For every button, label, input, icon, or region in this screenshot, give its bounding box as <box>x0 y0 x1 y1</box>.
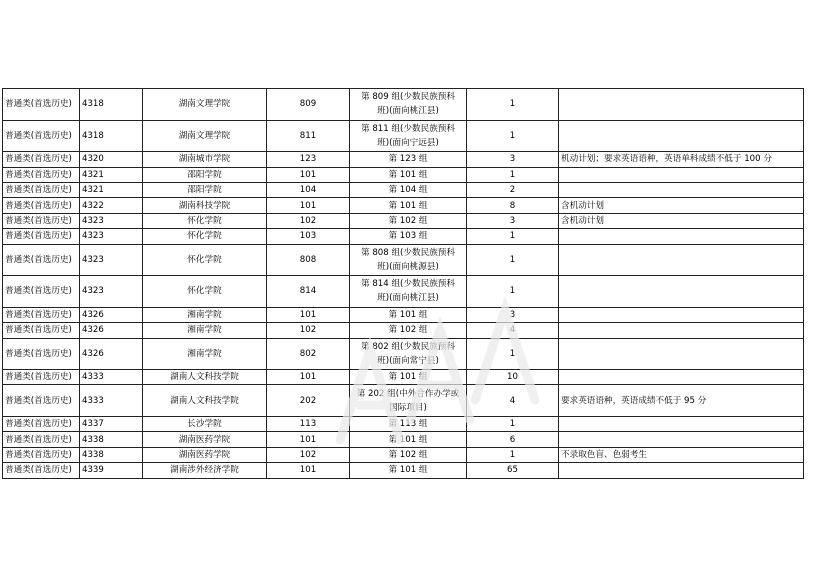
table-row <box>3 89 804 121</box>
cell-school-code: 4326 <box>80 307 143 322</box>
cell-category: 普通类(首选历史) <box>3 307 80 322</box>
cell-school-code: 4323 <box>80 244 143 276</box>
cell-group-code: 808 <box>267 244 350 276</box>
group-name-line: 班)(面向桃源县) <box>377 261 439 272</box>
group-name-line: 第 101 组 <box>388 200 428 211</box>
cell-school-code: 4326 <box>80 338 143 370</box>
group-name-line: 第 101 组 <box>388 309 428 320</box>
cell-school-name: 湖南人文科技学院 <box>143 385 267 417</box>
cell-group-code: 811 <box>267 120 350 152</box>
table-row <box>3 417 804 432</box>
cell-school-code: 4322 <box>80 198 143 213</box>
cell-note: 含机动计划 <box>559 198 804 213</box>
group-name-line: 第 103 组 <box>388 231 428 242</box>
cell-plan-count: 1 <box>467 447 559 462</box>
group-name-line: 第 814 组(少数民族预科 <box>361 279 455 290</box>
cell-category: 普通类(首选历史) <box>3 198 80 213</box>
cell-note <box>559 167 804 182</box>
cell-plan-count: 1 <box>467 229 559 244</box>
group-name-line: 国际项目) <box>389 402 427 413</box>
table-row <box>3 167 804 182</box>
cell-note <box>559 338 804 370</box>
cell-note: 不录取色盲、色弱考生 <box>559 447 804 462</box>
cell-note <box>559 182 804 197</box>
table-row <box>3 276 804 308</box>
cell-note: 要求英语语种，英语成绩不低于 95 分 <box>559 385 804 417</box>
cell-group-name <box>350 276 467 308</box>
table-body <box>3 89 804 479</box>
cell-group-name <box>350 432 467 447</box>
cell-note <box>559 229 804 244</box>
cell-group-name <box>350 213 467 228</box>
cell-note <box>559 89 804 121</box>
cell-category: 普通类(首选历史) <box>3 338 80 370</box>
cell-category: 普通类(首选历史) <box>3 213 80 228</box>
cell-group-name <box>350 89 467 121</box>
table-row <box>3 323 804 338</box>
table-row <box>3 447 804 462</box>
cell-school-code: 4323 <box>80 229 143 244</box>
group-name-line: 班)(面向常宁县) <box>377 355 439 366</box>
cell-school-code: 4318 <box>80 120 143 152</box>
cell-category: 普通类(首选历史) <box>3 182 80 197</box>
table-row <box>3 229 804 244</box>
cell-category: 普通类(首选历史) <box>3 89 80 121</box>
cell-group-name <box>350 447 467 462</box>
group-name-line: 第 802 组(少数民族预科 <box>361 341 455 352</box>
table-row <box>3 152 804 167</box>
cell-category: 普通类(首选历史) <box>3 385 80 417</box>
cell-school-name: 湖南人文科技学院 <box>143 370 267 385</box>
cell-group-code: 101 <box>267 307 350 322</box>
cell-school-name: 怀化学院 <box>143 229 267 244</box>
cell-plan-count: 1 <box>467 417 559 432</box>
cell-school-name: 怀化学院 <box>143 244 267 276</box>
cell-note <box>559 276 804 308</box>
cell-category: 普通类(首选历史) <box>3 463 80 478</box>
cell-school-code: 4320 <box>80 152 143 167</box>
table-row <box>3 307 804 322</box>
cell-plan-count: 65 <box>467 463 559 478</box>
group-name-line: 第 101 组 <box>388 434 428 445</box>
cell-plan-count: 1 <box>467 338 559 370</box>
cell-school-name: 长沙学院 <box>143 417 267 432</box>
cell-plan-count: 3 <box>467 152 559 167</box>
cell-group-name <box>350 370 467 385</box>
group-name-line: 第 808 组(少数民族预科 <box>361 247 455 258</box>
cell-school-name: 怀化学院 <box>143 213 267 228</box>
cell-school-code: 4338 <box>80 432 143 447</box>
group-name-line: 班)(面向桃江县) <box>377 106 439 117</box>
cell-group-code: 101 <box>267 198 350 213</box>
cell-category: 普通类(首选历史) <box>3 276 80 308</box>
table-row <box>3 338 804 370</box>
cell-group-code: 101 <box>267 463 350 478</box>
cell-note <box>559 244 804 276</box>
group-name-line: 班)(面向桃江县) <box>377 293 439 304</box>
group-name-line: 班)(面向宁远县) <box>377 137 439 148</box>
group-name-line: 第 101 组 <box>388 465 428 476</box>
group-name-line: 第 101 组 <box>388 169 428 180</box>
cell-school-name: 湘南学院 <box>143 338 267 370</box>
table-row <box>3 463 804 478</box>
cell-category: 普通类(首选历史) <box>3 244 80 276</box>
cell-category: 普通类(首选历史) <box>3 152 80 167</box>
cell-category: 普通类(首选历史) <box>3 120 80 152</box>
admission-plan-table <box>2 88 804 479</box>
cell-group-code: 123 <box>267 152 350 167</box>
cell-school-name: 怀化学院 <box>143 276 267 308</box>
cell-group-name <box>350 198 467 213</box>
group-name-line: 第 202 组(中外合作办学或 <box>356 388 460 399</box>
cell-plan-count: 10 <box>467 370 559 385</box>
cell-category: 普通类(首选历史) <box>3 417 80 432</box>
cell-school-code: 4323 <box>80 276 143 308</box>
cell-school-name: 湘南学院 <box>143 307 267 322</box>
cell-plan-count: 1 <box>467 244 559 276</box>
cell-category: 普通类(首选历史) <box>3 323 80 338</box>
cell-school-name: 湖南文理学院 <box>143 89 267 121</box>
cell-note <box>559 307 804 322</box>
cell-school-code: 4338 <box>80 447 143 462</box>
cell-note <box>559 432 804 447</box>
cell-school-name: 湖南文理学院 <box>143 120 267 152</box>
cell-plan-count: 4 <box>467 323 559 338</box>
table-row <box>3 244 804 276</box>
cell-group-code: 202 <box>267 385 350 417</box>
cell-group-name <box>350 229 467 244</box>
cell-plan-count: 1 <box>467 120 559 152</box>
cell-school-code: 4321 <box>80 167 143 182</box>
cell-category: 普通类(首选历史) <box>3 370 80 385</box>
cell-plan-count: 1 <box>467 89 559 121</box>
cell-school-name: 湖南医药学院 <box>143 447 267 462</box>
cell-note <box>559 370 804 385</box>
cell-group-code: 809 <box>267 89 350 121</box>
cell-group-name <box>350 244 467 276</box>
cell-note <box>559 120 804 152</box>
cell-category: 普通类(首选历史) <box>3 447 80 462</box>
cell-group-name <box>350 120 467 152</box>
cell-category: 普通类(首选历史) <box>3 167 80 182</box>
cell-group-name <box>350 417 467 432</box>
cell-school-code: 4333 <box>80 370 143 385</box>
cell-school-code: 4326 <box>80 323 143 338</box>
cell-school-name: 湖南医药学院 <box>143 432 267 447</box>
cell-school-name: 邵阳学院 <box>143 167 267 182</box>
cell-plan-count: 1 <box>467 167 559 182</box>
cell-group-code: 113 <box>267 417 350 432</box>
cell-plan-count: 1 <box>467 276 559 308</box>
cell-school-name: 湘南学院 <box>143 323 267 338</box>
group-name-line: 第 102 组 <box>388 215 428 226</box>
group-name-line: 第 102 组 <box>388 450 428 461</box>
group-name-line: 第 811 组(少数民族预科 <box>361 123 455 134</box>
cell-group-name <box>350 182 467 197</box>
cell-school-code: 4321 <box>80 182 143 197</box>
cell-group-code: 101 <box>267 432 350 447</box>
group-name-line: 第 102 组 <box>388 325 428 336</box>
group-name-line: 第 104 组 <box>388 185 428 196</box>
cell-group-name <box>350 385 467 417</box>
cell-category: 普通类(首选历史) <box>3 432 80 447</box>
table-row <box>3 213 804 228</box>
cell-group-name <box>350 152 467 167</box>
cell-group-code: 814 <box>267 276 350 308</box>
cell-plan-count: 2 <box>467 182 559 197</box>
cell-group-name <box>350 323 467 338</box>
cell-school-code: 4339 <box>80 463 143 478</box>
cell-note: 机动计划；要求英语语种，英语单科成绩不低于 100 分 <box>559 152 804 167</box>
cell-plan-count: 3 <box>467 213 559 228</box>
cell-group-code: 101 <box>267 167 350 182</box>
cell-group-code: 102 <box>267 323 350 338</box>
cell-group-name <box>350 307 467 322</box>
cell-group-code: 103 <box>267 229 350 244</box>
table-row <box>3 370 804 385</box>
cell-plan-count: 6 <box>467 432 559 447</box>
cell-group-name <box>350 167 467 182</box>
cell-group-name <box>350 463 467 478</box>
cell-group-code: 104 <box>267 182 350 197</box>
cell-school-code: 4337 <box>80 417 143 432</box>
group-name-line: 第 113 组 <box>388 419 428 430</box>
cell-group-code: 802 <box>267 338 350 370</box>
group-name-line: 第 809 组(少数民族预科 <box>361 92 455 103</box>
cell-plan-count: 3 <box>467 307 559 322</box>
cell-category: 普通类(首选历史) <box>3 229 80 244</box>
cell-plan-count: 4 <box>467 385 559 417</box>
cell-school-code: 4333 <box>80 385 143 417</box>
cell-group-name <box>350 338 467 370</box>
cell-school-name: 湖南城市学院 <box>143 152 267 167</box>
table-row <box>3 198 804 213</box>
cell-school-name: 邵阳学院 <box>143 182 267 197</box>
cell-note: 含机动计划 <box>559 213 804 228</box>
table-row <box>3 432 804 447</box>
cell-school-name: 湖南科技学院 <box>143 198 267 213</box>
cell-group-code: 102 <box>267 213 350 228</box>
group-name-line: 第 123 组 <box>388 154 428 165</box>
cell-group-code: 102 <box>267 447 350 462</box>
cell-school-code: 4318 <box>80 89 143 121</box>
cell-note <box>559 463 804 478</box>
cell-note <box>559 323 804 338</box>
group-name-line: 第 101 组 <box>388 372 428 383</box>
table-row <box>3 385 804 417</box>
table-row <box>3 120 804 152</box>
cell-school-name: 湖南涉外经济学院 <box>143 463 267 478</box>
cell-group-code: 101 <box>267 370 350 385</box>
cell-plan-count: 8 <box>467 198 559 213</box>
cell-school-code: 4323 <box>80 213 143 228</box>
table-row <box>3 182 804 197</box>
cell-note <box>559 417 804 432</box>
